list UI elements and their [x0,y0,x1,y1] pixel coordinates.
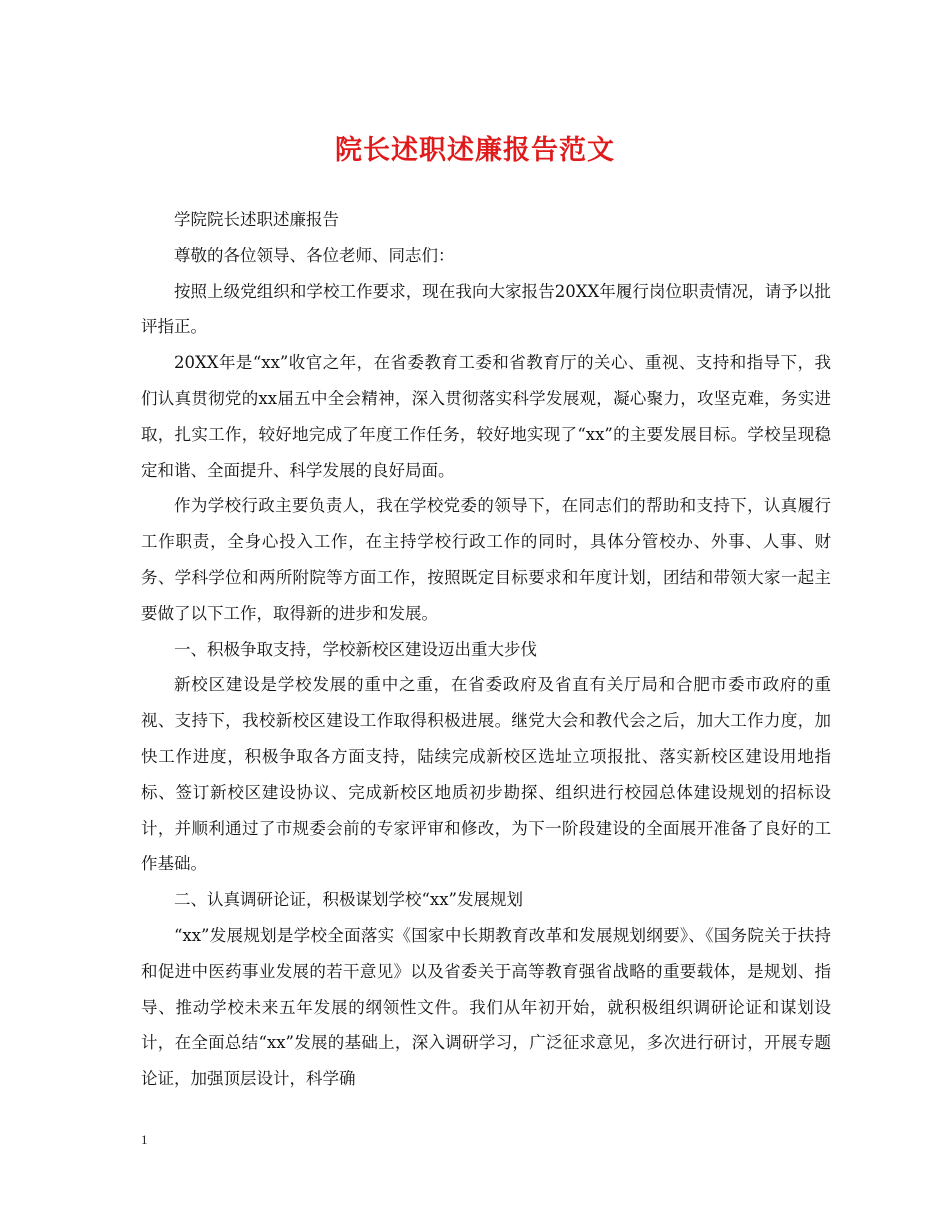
document-body [141,202,831,1097]
paragraph-overview: 20XX年是“xx”收官之年，在省委教育工委和省教育厅的关心、重视、支持和指导下，我们认真贯彻党的xx届五中全会精神，深入贯彻落实科学发展观，凝心聚力，攻坚克难，务实进取，扎实工作，较好地完成了年度工作任务，较好地实现了“xx”的主要发展目标。学校呈现稳定和谐、全面提升、科学发展的良好局面。 [141,353,831,480]
section-heading-1: 一、积极争取支持，学校新校区建设迈出重大步伐 [174,639,537,659]
salutation: 尊敬的各位领导、各位老师、同志们： [174,245,455,265]
paragraph-intro: 按照上级党组织和学校工作要求，现在我向大家报告20XX年履行岗位职责情况，请予以批评指正。 [141,281,831,337]
paragraph-responsibilities: 作为学校行政主要负责人，我在学校党委的领导下，在同志们的帮助和支持下，认真履行工作职责，全身心投入工作，在主持学校行政工作的同时，具体分管校办、外事、人事、财务、学科学位和两所附院等方面工作，按照既定目标要求和年度计划，团结和带领大家一起主要做了以下工作，取得新的进步和发展。 [141,496,831,623]
document-title: 院长述职述廉报告范文 [335,135,615,166]
report-subtitle: 学院院长述职述廉报告 [174,210,339,229]
page-number: 1 [141,1132,148,1147]
paragraph-campus: 新校区建设是学校发展的重中之重，在省委政府及省直有关厅局和合肥市委市政府的重视、支持下，我校新校区建设工作取得积极进展。继党大会和教代会之后，加大工作力度，加快工作进度，积极争取各方面支持，陆续完成新校区选址立项报批、落实新校区建设用地指标、签订新校区建设协议、完成新校区地质初步勘探、组织进行校园总体建设规划的招标设计，并顺利通过了市规委会前的专家评审和修改，为下一阶段建设的全面展开准备了良好的工作基础。 [141,675,831,874]
paragraph-planning: “xx”发展规划是学校全面落实《国家中长期教育改革和发展规划纲要》、《国务院关于扶持和促进中医药事业发展的若干意见》以及省委关于高等教育强省战略的重要载体，是规划、指导、推动学校未来五年发展的纲领性文件。我们从年初开始，就积极组织调研论证和谋划设计，在全面总结“xx”发展的基础上，深入调研学习，广泛征求意见，多次进行研讨，开展专题论证，加强顶层设计，科学确 [141,925,831,1089]
section-heading-2: 二、认真调研论证，积极谋划学校“xx”发展规划 [174,890,523,910]
